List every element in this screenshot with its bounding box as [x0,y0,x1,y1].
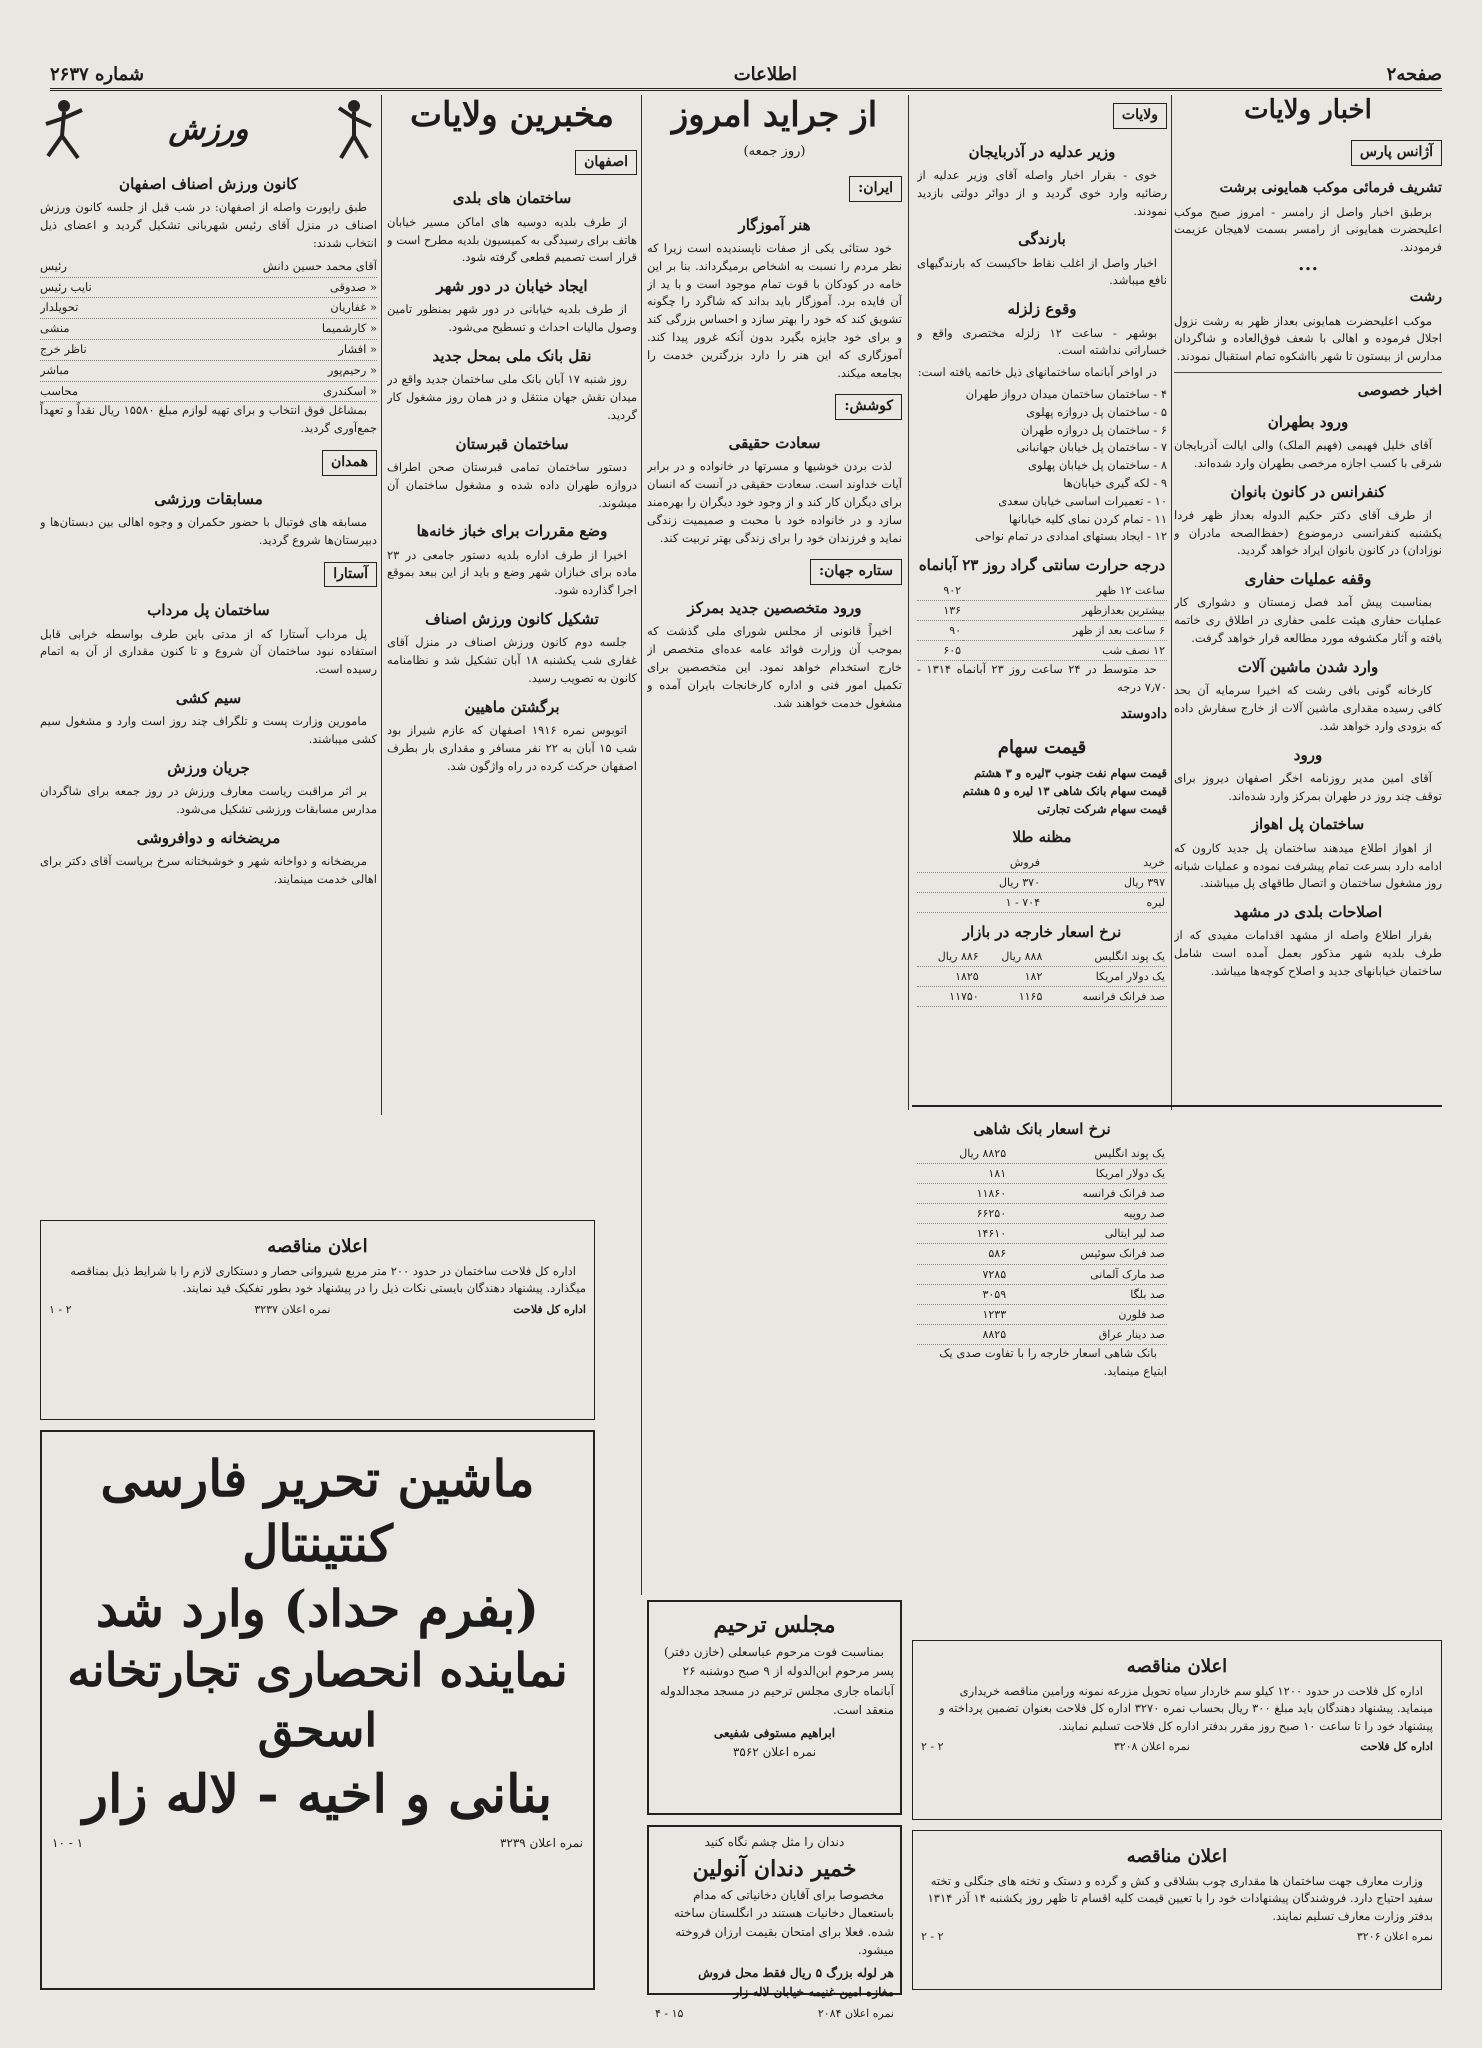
table-cell: ۱۱۶۵ [981,987,1045,1007]
toothpaste-body: مخصوصا برای آقایان دخانیاتی که مدام باستعمال دخانیات هستند در انگلستان ساخته شده. فعلا برای امتحان بقیمت ارزان فروخته میشود. [673,1887,894,1958]
list-item: ۷ - ساختمان پل خیابان جهانبانی [1016,440,1167,455]
list-item: ۱۲ - ایجاد بستهای امدادی در تمام نواحی [975,529,1167,544]
news-item-title: اصلاحات بلدی در مشهد [1233,903,1383,922]
tender-notice-right-2 [912,1830,1442,1990]
athlete-figure-icon [331,98,377,162]
table-cell: صد فرانک فرانسه [1008,1184,1167,1204]
horizontal-rule [912,1105,1442,1107]
tender-title: اعلان مناقصه [1126,1656,1228,1677]
table-cell: یک دولار امریکا [1044,967,1167,987]
news-item-title: وارد شدن ماشین آلات [1237,657,1379,676]
news-item-body: بمناسبت پیش آمد فصل زمستان و دشواری کار عملیات حفاری هیئت علمی حفاری در اطلاق ری خاتمه یافته و آثار مکشوفه مورد مطالعه قرار خواهد گرفت. [1174,595,1442,646]
article-title: ساختمان های بلدی [452,189,572,208]
article-body: خود ستائی یکی از صفات ناپسندیده است زیرا که نظر مردم را نسبت به اشخاص برمیگرداند. بنا بر این خامه در کودکان با قوت تمام موجود است و با ید از آن فایده برد. آموزگار باید بداند که شاگرد را چگونه تشویق کند که خود را بهتر سازد و احساس بزرگی کند و برای خود جایزه بگیرد بدون آنکه غرور پیدا کند. آموزگاری که این هنر را دارد بزرگترین خدمت را بجامعه میکند. [647,240,902,380]
construction-list [917,386,1167,546]
news-item-title: تشریف فرمائی موکب همایونی برشت [1219,179,1442,196]
list-item: ۸ - ساختمان پل خیابان پهلوی [1027,458,1167,473]
typewriter-ad-line: نماینده انحصاری تجارتخانه اسحق [67,1643,568,1757]
article-body: مامورین وزارت پست و تلگراف چند روز است وارد و مشغول سیم کشی میباشند. [40,714,377,746]
article-body: جلسه دوم کانون ورزش اصناف در منزل آقای غفاری شب یکشنبه ۱۸ آبان تشکیل شد و نظامنامه کانون به تصویب رسید. [387,635,637,685]
ad-number: نمره اعلان ۲۰۸۴ [817,2007,894,2021]
news-item-title: کنفرانس در کانون بانوان [1230,482,1386,501]
list-item: ۶ - ساختمان پل دروازه طهران [1020,422,1167,437]
press-review-column [647,95,902,1595]
table-cell: صد دینار عراق [1008,1324,1167,1344]
news-column [1174,95,1442,1105]
table-row [917,1224,1167,1244]
memorial-body: بمناسبت فوت مرحوم عباسعلی (خازن دفتر) پسر مرحوم ابن‌الدوله از ۹ صبح دوشنبه ۲۶ آبانماه جاری مجلس ترحیم در مسجد مجدالدوله منعقد است. [659,1645,894,1717]
table-cell: ۳۷۰ ریال [917,872,1042,892]
typewriter-ad-line: بنانی و اخیه - لاله زار [82,1763,553,1825]
article-body: پل مرداب آستارا که از مدتی باین طرف بواسطه خرابی قابل استفاده نبود ساختمان آن شروع و تا کنون مقداری از آن به اتمام رسیده است. [40,626,377,677]
member-role: رئیس [40,258,67,273]
paper-name: اطلاعات [733,63,797,85]
list-item: ۱۰ - تعمیرات اساسی خیابان سعدی [998,493,1167,508]
tender-notice-main [40,1220,595,1420]
news-item-body: برطبق اخبار واصل از رامسر - امروز صبح موکب اعلیحضرت همایونی از رامسر بسمت لاهیجان عزیمت فرمودند. [1174,204,1442,255]
toothpaste-ad [647,1825,902,2021]
news-item-body: خوی - بقرار اخبار واصله آقای وزیر عدلیه از رضائیه وارد خوی گردید و از دوائر دولتی بازدید نمودند. [917,167,1167,218]
tender-number: نمره اعلان ۳۲۰۸ [1113,1739,1190,1753]
news-item-body: موکب اعلیحضرت همایونی بعداز ظهر به رشت نزول اجلال فرموده و اهالی با شعف فوق‌العاده و شاگردان مدارس از بیستون تا شهر بااشکوه تمام استقبال نمودند. [1174,313,1442,364]
ad-code: ۱۵ - ۴ [655,2007,684,2021]
table-cell: ۱۸۲۵ [917,967,981,987]
private-news-heading: اخبار خصوصی [1357,382,1442,399]
article-title: کانون ورزش اصناف اصفهان [119,175,298,193]
article-body: طبق راپورت واصله از اصفهان: در شب قبل از جلسه کانون ورزش اصناف در منزل آقای رئیس شهربانی تشکیل گردید و اعضای ذیل انتخاب شدند: [40,200,377,250]
table-row [917,581,1167,601]
source-label: ستاره جهان: [810,559,902,585]
divider [1174,372,1442,373]
table-cell: یک پوند انگلیس [1008,1144,1167,1164]
list-item: ۱۱ - تمام کردن نمای کلیه خیابانها [1008,511,1167,526]
member-name: « افشار [338,341,377,356]
table-row [917,853,1167,873]
table-cell: ۹۰ [917,620,963,640]
city-label: آستارا [324,562,377,588]
article-body: از طرف بلدیه خیابانی در دور شهر بمنظور تامین وصول مالیات احداث و تسطیح می‌شود. [387,302,637,335]
article-title: سیم کشی [175,688,242,707]
tender-footer [921,1929,1433,1946]
typewriter-ad-line: ماشین تحریر فارسی کنتینتال [100,1449,535,1573]
news-item-title: وقوع زلزله [1007,300,1077,319]
table-row [917,892,1167,912]
toothpaste-slogan: دندان را مثل چشم نگاه کنید [704,1835,845,1849]
article-title: ایجاد خیابان در دور شهر [436,277,588,296]
table-row [917,1264,1167,1284]
trade-heading: دادوستد [1120,706,1167,723]
sport-logo-text: ورزش [168,111,249,147]
ad-footer [655,2005,894,2022]
toothpaste-shop: مغازه امین غنیمه خیابان لاله زار [733,1984,894,1999]
member-role: محاسب [40,383,79,398]
news-item-title: ساختمان پل اهواز [1251,815,1365,834]
gold-table [917,853,1167,913]
member-name: « رحیم‌پور [327,362,377,377]
table-cell: یک دولار امریکا [1008,1164,1167,1184]
press-review-subtitle: (روز جمعه) [743,143,806,159]
tender-title: اعلان مناقصه [1126,1846,1228,1867]
toothpaste-title: خمیر دندان آنولین [692,1855,857,1882]
table-row [917,1324,1167,1344]
separator-dots: ••• [1297,262,1319,276]
article-title: مریضخانه و دوافروشی [136,828,281,847]
table-cell: صد روپیه [1008,1204,1167,1224]
sport-logo [40,95,377,165]
article-title: جریان ورزش [167,758,250,777]
table-cell: صد فرانک فرانسه [1044,987,1167,1007]
table-cell: ۸۸۸ ریال [981,947,1045,967]
table-row [917,620,1167,640]
table-cell: صد بلگا [1008,1284,1167,1304]
tender-signature: اداره کل فلاحت [513,1302,586,1316]
provinces-heading: ولایات [1113,103,1167,129]
table-row [917,1204,1167,1224]
ad-code: ۱ - ۱۰ [52,1836,84,1851]
article-body: بر اثر مراقبت ریاست معارف ورزش در روز جمعه برای شاگردان مدارس مسابقات ورزشی تشکیل می‌شود. [40,784,377,816]
tender-code: ۲ - ۲ [921,1739,944,1753]
source-label: کوشش: [835,394,902,420]
news-item-title: بارندگی [1018,230,1066,249]
table-row [917,1144,1167,1164]
member-role: نایب رئیس [40,279,92,294]
member-name: « غفاریان [330,300,377,315]
article-body: دستور ساختمان تمامی قبرستان صحن اطراف دروازه طهران داده شده و مشغول ساختمان آن میشوند. [387,459,637,510]
table-cell: ۸۸۶ ریال [917,947,981,967]
table-cell: صد فرانک سوئیس [1008,1244,1167,1264]
toothpaste-price: هر لوله بزرگ ۵ ریال فقط محل فروش [698,1966,894,1981]
table-cell: ۳۹۷ ریال [1042,872,1167,892]
list-item [40,298,377,319]
table-cell: ۱۴۶۱۰ [917,1224,1008,1244]
table-cell: خرید [1042,853,1167,873]
member-role: ناظر خرج [40,341,87,356]
article-title: برگشتن ماهیین [464,697,560,716]
bank-note: بانک شاهی اسعار خارجه را با تفاوت صدی یک ابتیاع مینماید. [939,1345,1167,1378]
table-cell: ۸۸۲۵ ریال [917,1144,1008,1164]
list-item: ۹ - لکه گیری خیابان‌ها [1063,476,1167,490]
table-cell: ۷۲۸۵ [917,1264,1008,1284]
table-cell: بیشترین بعدازظهر [963,600,1167,620]
member-role: مباشر [40,362,70,377]
tender-notice-right-1 [912,1640,1442,1820]
news-item-body: بقرار اطلاع واصله از مشهد اقدامات مفیدی که از طرف بلدیه شهر مذکور بعمل آمده است شامل ساختمان خیابانهای جدید و اصلاح کوچه‌ها میباشد. [1174,928,1442,978]
table-cell: ۸۸۲۵ [917,1324,1008,1344]
tender-number: نمره اعلان ۳۲۰۶ [1356,1929,1433,1943]
city-label: اصفهان [575,150,637,176]
article-body: از طرف بلدیه دوسیه های اماکن مسیر خیابان هاتف برای رسیدگی به کمیسیون بلدیه مطرح است و قرار است تصمیم قطعی گرفته شود. [387,214,637,265]
list-item: ۵ - ساختمان پل دروازه پهلوی [1026,404,1167,419]
members-list [40,257,377,403]
temperature-note: حد متوسط در ۲۴ ساعت روز ۲۳ آبانماه ۱۳۱۴ - ۷٫۷۰ درجه [917,661,1167,694]
news-item-body: از طرف آقای دکتر حکیم الدوله بعداز ظهر فردا یکشنبه کنفرانسی درموضوع (حفظ‌الصحه مادران و نوزادان) در کانون بانوان ایراد خواهد گردید. [1174,507,1442,558]
news-item-body: اخبار واصل از اغلب نقاط حاکیست که بارندگیهای نافع میباشد. [917,255,1167,288]
table-cell: فروش [917,853,1042,873]
article-title: نقل بانک ملی بمحل جدید [432,347,592,366]
news-item-body: آقای خلیل فهیمی (فهیم الملک) والی ایالت آذربایجان شرقی با کسب اجازه مرخصی بطهران وارد شده‌اند. [1174,437,1442,470]
article-body: مسابقه های فوتبال با حضور حکمران و وجوه اهالی بین دبستان‌ها و دبیرستان‌ها شروع گردید. [40,514,377,547]
bank-table [917,1144,1167,1344]
column-rule [381,95,382,1115]
article-body: مریضخانه و دواخانه شهر و خوشبختانه سرخ برپاست آقای دکتر برای اهالی خدمت مینمایند. [40,853,377,886]
table-row [917,1284,1167,1304]
page-number: صفحه۲ [1386,63,1442,85]
table-cell: صد مارک آلمانی [1008,1264,1167,1284]
list-item [40,257,377,278]
member-role: منشی [40,321,70,336]
article-title: سعادت حقیقی [728,434,821,453]
tender-title: اعلان مناقصه [267,1236,368,1257]
memorial-signature: ابراهیم مستوفی شفیعی [713,1725,836,1740]
table-row [917,600,1167,620]
table-cell: ۳۰۵۹ [917,1284,1008,1304]
list-item [40,319,377,340]
table-row [917,947,1167,967]
stock-line: قیمت سهام شرکت تجارتی [1037,801,1167,816]
table-row [917,967,1167,987]
temperature-table [917,581,1167,661]
list-intro: در اواخر آبانماه ساختمانهای ذیل خاتمه یافته است: [917,365,1157,380]
typewriter-ad [40,1430,595,1990]
article-title: ساختمان قبرستان [455,434,569,453]
memorial-ad-number: نمره اعلان ۳۵۶۲ [732,1745,817,1760]
article-body: اخیراً قانونی از مجلس شورای ملی گذشت که بموجب آن وزارت فوائد عامه عده‌ای متخصص از خارج استخدام خواهد نمود. این متخصصین برای تکمیل امور فنی و اداره کارخانجات بایران آمده و مشغول خدمت خواهند شد. [647,624,902,710]
stocks-title: قیمت سهام [997,737,1087,758]
stock-line: قیمت سهام بانک شاهی ۱۳ لیره و ۵ هشتم [962,783,1167,798]
stock-line: قیمت سهام نفت جنوب ۳لیره و ۳ هشتم [974,765,1167,780]
member-name: « اسکندری [323,383,377,398]
press-review-title: از جراید امروز [671,95,878,135]
city-label: همدان [322,450,377,476]
table-cell: صد لیر ایتالی [1008,1224,1167,1244]
member-role: تحویلدار [40,300,79,315]
table-cell: ۶۶۲۵۰ [917,1204,1008,1224]
table-cell: ۶ ساعت بعد از ظهر [963,620,1167,640]
member-name: آقای محمد حسین دانش [262,258,377,273]
table-row [917,1304,1167,1324]
memorial-notice [647,1600,902,1815]
tender-code: ۲ - ۱ [49,1302,72,1316]
article-body: روز شنبه ۱۷ آبان بانک ملی ساختمان جدید واقع در میدان نقش جهان منتقل و در همان روز مشغول کار گردید. [387,372,637,422]
tender-body: اداره کل فلاحت ساختمان در حدود ۲۰۰ متر مربع شیروانی حصار و دستکاری لازم را با شرایط ذیل بمناقصه میگذارد. پیشنهاد دهندگان بایستی نکات ذیل را در پیشنهاد خود بطور تفکیک قید نمایند. [70,1264,586,1296]
sport-column [40,95,377,1115]
table-row [917,640,1167,660]
table-row [917,872,1167,892]
article-title: وضع مقررات برای خباز خانه‌ها [416,522,608,541]
column-rule [641,95,642,1595]
runner-figure-icon [40,98,86,162]
news-item-body: بوشهر - ساعت ۱۲ زلزله مختصری واقع و خساراتی نداشته است. [917,325,1167,358]
temperature-title: درجه حرارت سانتی گراد روز ۲۳ آبانماه [918,556,1166,575]
table-cell: ۱۸۲ [981,967,1045,987]
article-body: اخیرا از طرف اداره بلدیه دستور جامعی در ۲۳ ماده برای خبازان شهر وضع و باید از این ببعد بموقع اجرا گذارده شود. [387,547,637,598]
list-item [40,361,377,382]
table-cell: ۱۸۱ [917,1164,1008,1184]
issue-number: شماره ۲۶۳۷ [50,63,145,85]
column-rule [1171,95,1172,1110]
tender-footer [921,1739,1433,1756]
fx-table [917,947,1167,1007]
bank-rates-block [917,1110,1167,1630]
news-item-body: آقای امین مدیر روزنامه اخگر اصفهان دیروز برای توقف چند روز در طهران بمرکز وارد شده‌اند. [1174,770,1442,803]
tender-body: وزارت معارف جهت ساختمان ها مقداری چوب بشلاقی و کش و گرده و دستک و تخته های جنگلی و تخته سفید احتیاج دارد. فروشندگان پیشنهادات خود را با تعیین قیمت کلیه اقسام تا ظهر روز یکشنبه ۱۴ آذر ۱۳۱۴ بدفتر وزارت معارف تسلیم نمایند. [927,1874,1433,1923]
article-title: ساختمان پل مرداب [147,601,270,620]
table-row [917,1164,1167,1184]
source-label: ایران: [849,176,902,202]
ad-number: نمره اعلان ۳۲۳۹ [499,1836,583,1851]
table-cell: ۵۸۶ [917,1244,1008,1264]
table-cell: ۱۳۶ [917,600,963,620]
table-cell: ۱۱۷۵۰ [917,987,981,1007]
fx-title: نرخ اسعار خارجه در بازار [962,922,1122,941]
article-body: لذت بردن خوشیها و مسرتها در خانواده و در برابر آیات خداوند است. سعادت حقیقی در آنست که انسان برای دیگران کار کند و از وجود خود دیگران را بهره‌مند سازد و در خانواده خود با محبت و صمیمیت زندگی نماید و فرزندان خود را برای زندگی بهتر تربیت کند. [647,459,902,545]
memorial-title: مجلس ترحیم [713,1612,836,1638]
page-header [50,60,1442,91]
member-name: « کارشمیما [321,321,377,336]
news-item-body: از اهواز اطلاع میدهند ساختمان پل جدید کارون که ادامه دارد بسرعت تمام پیشرفت نموده و عملیات شبانه روز مشغول ساختمان و اتصال طاقهای پل میباشند. [1174,840,1442,891]
table-cell: ۱۲ نصف شب [963,640,1167,660]
table-cell: ساعت ۱۲ ظهر [963,581,1167,601]
ad-footer [52,1836,583,1850]
table-cell: یک پوند انگلیس [1044,947,1167,967]
tender-footer [49,1302,586,1319]
pars-agency-heading: آژانس پارس [1351,140,1442,166]
news-item-title: ورود بطهران [1267,412,1349,431]
list-item [40,278,377,299]
table-row [917,1244,1167,1264]
news-item-body: کارخانه گونی بافی رشت که اخیرا سرمایه آن بحد کافی رسیده مقداری ماشین آلات از خارج سفارش داده که بزودی وارد خواهد شد. [1174,683,1442,733]
tender-signature: اداره کل فلاحت [1360,1739,1433,1753]
article-title: مسابقات ورزشی [154,489,263,508]
bank-title: نرخ اسعار بانک شاهی [973,1120,1111,1138]
article-title: ورود متخصصین جدید بمرکز [687,599,862,618]
table-cell: ۱۲۳۳ [917,1304,1008,1324]
correspondents-title: مخبرین ولایات [410,95,614,135]
article-body: اتوبوس نمره ۱۹۱۶ اصفهان که عازم شیراز بود شب ۱۵ آبان به ۲۲ نفر مسافر و مقداری بار بطرف اصفهان حرکت کرده در راه واژگون شد. [387,723,637,773]
table-cell: ۱۱۸۶۰ [917,1184,1008,1204]
news-item-title: وقفه عملیات حفاری [1244,570,1372,589]
member-name: « صدوقی [329,279,377,294]
tender-body: اداره کل فلاحت در حدود ۱۲۰۰ کیلو سم خاردار سیاه تحویل مزرعه نمونه ورامین مناقصه خریداری مینماید. پیشنهاد دهندگان باید مبلغ ۳۰۰ ریال بحساب نمره ۳۲۷۰ اداره کل فلاحت بعنوان تضمین پرداخته و پیشنهاد خود را تا ساعت ۱۰ صبح روز مقرر بدفتر اداره کل فلاحت تسلیم نمایند. [939,1684,1433,1733]
gold-title: مظنه طلا [1012,828,1072,847]
table-cell: ۹۰۲ [917,581,963,601]
list-item: ۴ - ساختمان ساختمان میدان درواز طهران [965,386,1167,401]
table-cell: لیره [1042,892,1167,912]
news-item-title: وزیر عدلیه در آذربایجان [968,142,1116,161]
table-cell: ۶۰۵ [917,640,963,660]
tender-code: ۲ - ۲ [921,1929,944,1943]
news-banner: اخبار ولایات [1244,95,1372,125]
news-item-title: ورود [1293,745,1323,764]
table-row [917,987,1167,1007]
list-item [40,340,377,361]
article-body: بمشاغل فوق انتخاب و برای تهیه لوازم مبلغ ۱۵۵۸۰ ریال نقداً و تعهداً جمع‌آوری گردید. [40,403,377,436]
table-cell: ۷۰۴ - ۱ [917,892,1042,912]
tender-number: نمره اعلان ۳۲۳۷ [254,1302,331,1316]
provinces-column [917,95,1167,1105]
article-title: تشکیل کانون ورزش اصناف [425,610,599,629]
column-rule [908,95,909,1110]
news-item-title: رشت [1409,288,1442,305]
typewriter-ad-line: (بفرم حداد) وارد شد [95,1579,540,1638]
table-row [917,1184,1167,1204]
article-title: هنر آموزگار [738,215,811,234]
table-cell: صد فلورن [1008,1304,1167,1324]
correspondents-column [387,95,637,1115]
list-item [40,382,377,403]
